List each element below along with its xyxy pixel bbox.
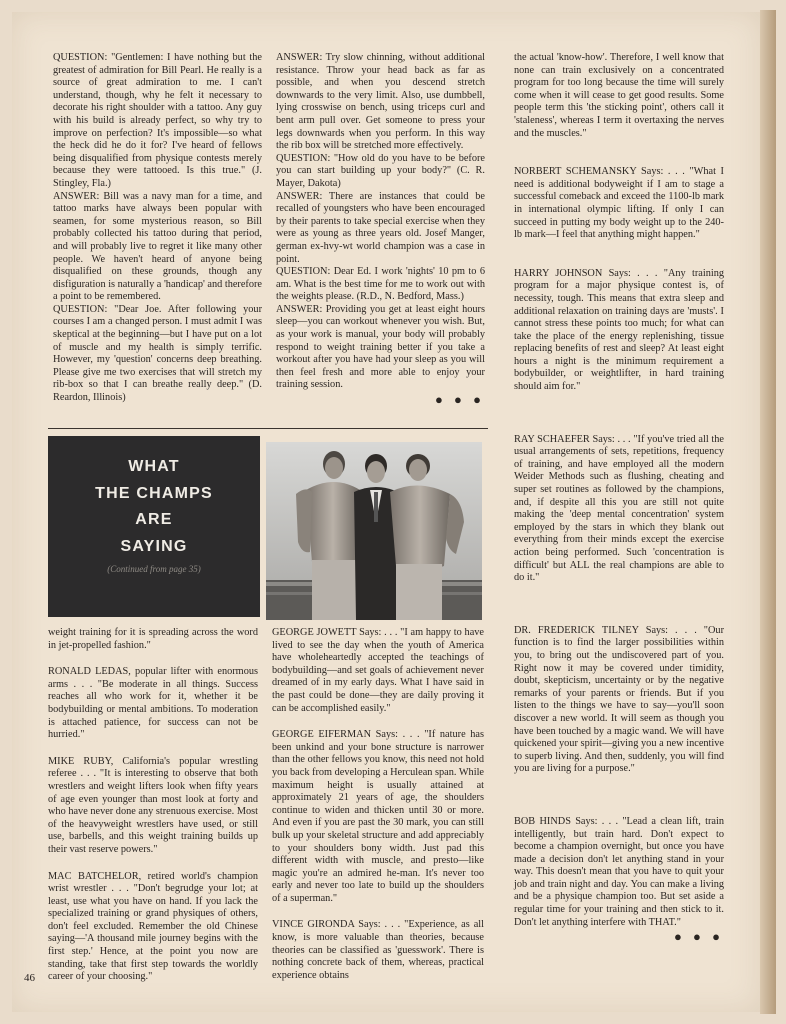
heading-line-4: SAYING [120,537,188,555]
page-edge [760,10,776,1014]
champs-heading-box [48,436,260,617]
column-1-top [53,52,262,405]
end-mark-final: ● ● ● [673,929,724,945]
quote-mike-ruby: MIKE RUBY, California's popular wrestling referee . . . "It is interesting to observe that both wrestlers and weight lifters look when fifty years of age even younger than most look at forty and who have never done any strenuous exercise. Most of the heavyweight wrestlers have used, or still use, barbells, and this weight training builds up their vast reserve powers." [48,755,258,855]
quote-ronald-ledas: RONALD LEDAS, popular lifter with enormous arms . . . "Be moderate in all things. Success reaches all who work for it, whether it be bodybuilding or mental ambitions. To moderation is attached patience, for success can not be hurried." [48,666,258,741]
quote-george-eiferman: GEORGE EIFERMAN Says: . . . "If nature has been unkind and your bone structure is narrower than the other fellows you know, this need not hold you back from developing a Herculean span. While maximum height is usually attained at approximately 21 years of age, the shoulders continue to widen and thicken until 30 or more. And even if you are past the 30 mark, you can still bulk up your skeletal structure and add appreciably to your shoulders bony width. Just pad this different width with muscle, and presto—like magic you're an admired he-man. It's never too early and never too late to build up the shoulders of a superman." [272,729,484,904]
quote-norbert-schemansky: NORBERT SCHEMANSKY Says: . . . "What I need is additional bodyweight if I am to stage a successful comeback and exceed the 1100-lb mark in international olympic lifting. If only I can succeed in putting my body weight up to the 240-lb mark—I feel that anything might happen." [514,166,724,241]
continued-text: weight training for it is spreading across the word in jet-propelled fashion." [48,627,258,651]
continued-note: (Continued from page 35) [107,564,201,574]
answer-rib-box: ANSWER: Try slow chinning, without additional resistance. Throw your head back as far as possible, and when you descend stretch downwards to the very limit. Also, use dumbbell, lying crosswise on bench, using triceps curl and bent arm pull over. Get someone to press your legs downwards when you perform. In this way the rib box will be stretched more effectively. [276,52,485,152]
photo-illustration [266,442,482,620]
end-mark: ● ● ● [434,392,485,408]
quote-harry-johnson: HARRY JOHNSON Says: . . . "Any training program for a major physique contest is, of necessity, tough. This means that extra sleep and additional relaxation on training days are 'musts'. I cannot stress these points too much; for what can take the place of the energy replenishing, tissue replacing benefits of rest and sleep? At least eight hours a night is the minimum requirement a bodybuilder, or weightlifter, in hard training should aim for." [514,267,724,393]
column-2-bottom [272,627,484,982]
quote-george-jowett: GEORGE JOWETT Says: . . . "I am happy to have lived to see the day when the youth of America have wholeheartedly accepted the teachings of bodybuilding—and set goals of achievement never dreamed of in my early days. What I have said in the past could be done—they are daily proving it can be accomplished easily." [272,627,484,714]
column-2-top [276,52,485,407]
quote-continued: the actual 'know-how'. Therefore, I well know that none can train exclusively on a concentrated program for too long because the time will surely come when it will cease to get good results. Some people term this 'the sticking point', others call it 'staleness', whereas I term it overtaxing the nerves and the muscles." [514,52,724,139]
column-3 [514,52,724,944]
quote-frederick-tilney: DR. FREDERICK TILNEY Says: . . . "Our function is to find the larger possibilities within you, to bring out the undiscovered part of you. Right now it may be covered under timidity, doubt, skepticism, uncertainty or by the negative remarks of your parents or friends. But if you listen to the things we have to say—you'll soon discover a new world. It will seem as though you have been touched by a magic wand. We will have quickened your spirit—giving you a new incentive to superb living. And then, suddenly, you will find you are living for a purpose." [514,624,724,775]
question-deep-breathing: QUESTION: "Dear Joe. After following your courses I am a changed person. I must admit I was skeptical at the beginning—but I have put on a lot of muscle and my health is simply terrific. However, my 'question' concerns deep breathing. Please give me two exercises that will stretch my rib-box so that I can breathe really deep." (D. Reardon, Illinois) [53,303,262,404]
page-number: 46 [24,972,35,984]
quote-mac-batchelor: MAC BATCHELOR, retired world's champion wrist wrestler . . . "Don't begrudge your lot; at least, use what you have on hand. If you lack the specialized training or grand physiques of others, don't feel excluded. Remember the old Chinese saying—'A thousand mile journey begins with the first step.' Hence, at the point you now are standing, take that first step towards the worldly career of your choosing." [48,870,258,983]
answer-night-work: ANSWER: Providing you get at least eight hours sleep—you can workout whenever you wish. But, as your work is manual, your body will probably respond to weight training better if you take a workout after you have had your sleep as you will then feel fresh and more able to enjoy your training session. [276,303,485,391]
quote-ray-schaefer: RAY SCHAEFER Says: . . . "If you've tried all the usual arrangements of sets, repetitions, frequency of training, and have employed all the modern Weider Methods such as flushing, cheating and super set routines as followed by the champions, and, if despite all this you are still not quite making the 'deep mental concentration' system employed by the stars in which they blank out everything from their minds except the exercise action being performed. Such 'concentration is difficult' but ALL the real champions are able to do it." [514,433,724,584]
heading-line-1: WHAT [128,458,180,475]
section-divider [48,428,488,429]
quote-bob-hinds: BOB HINDS Says: . . . "Lead a clean lift, train intelligently, but train hard. Don't expect to become a champion overnight, but once you have made a decision don't let anything stand in your way. This doesn't mean that you have to quit your job and train night and day. You can make a living and be a physique champion too. But set aside a regular time for your training and then stick to it. Don't let anything interfere with THAT." [514,815,724,928]
question-age: QUESTION: "How old do you have to be before you can start building up your body?" (C. R. Mayer, Dakota) [276,152,485,189]
column-1-bottom [48,627,258,984]
heading-line-3: ARE [135,511,173,528]
quote-vince-gironda: VINCE GIRONDA Says: . . . "Experience, as all know, is more valuable than theories, because theories can be classified as 'guesswork'. There is nothing concrete back of them, whereas, practical experience obtains [272,919,484,981]
answer-tattoo: ANSWER: Bill was a navy man for a time, and tattoo marks have always been popular with seamen, for some mysterious reason, so Bill probably collected his tattoo during that period, and will probably live to regret it like many other people. We haven't heard of anyone being disqualified on these grounds, though any disfiguration is naturally a 'handicap' and therefore a point to be remembered. [53,190,262,303]
answer-age: ANSWER: There are instances that could be recalled of youngsters who have been encouraged by their parents to take special exercise when they were as young as three years old. Josef Manger, german ex-hvy-wt world champion was a case in point. [276,190,485,265]
three-men-photo [266,442,482,620]
heading-line-2: THE CHAMPS [95,484,213,502]
question-tattoo: QUESTION: "Gentlemen: I have nothing but the greatest of admiration for Bill Pearl. He really is a source of great admiration to me. I can't understand, though, why he felt it necessary to decorate his right shoulder with a tattoo. Any guy with his build is already perfect, so why try to improve on perfection? It's impossible—so what the heck did he do it for? I've heard of fellows being disqualified from physique contests merely because they were tattooed. Is this true." (J. Stingley, Fla.) [53,52,262,189]
question-night-work: QUESTION: Dear Ed. I work 'nights' 10 pm to 6 am. What is the best time for me to work out with the weights please. (R.D., N. Bedford, Mass.) [276,266,485,303]
